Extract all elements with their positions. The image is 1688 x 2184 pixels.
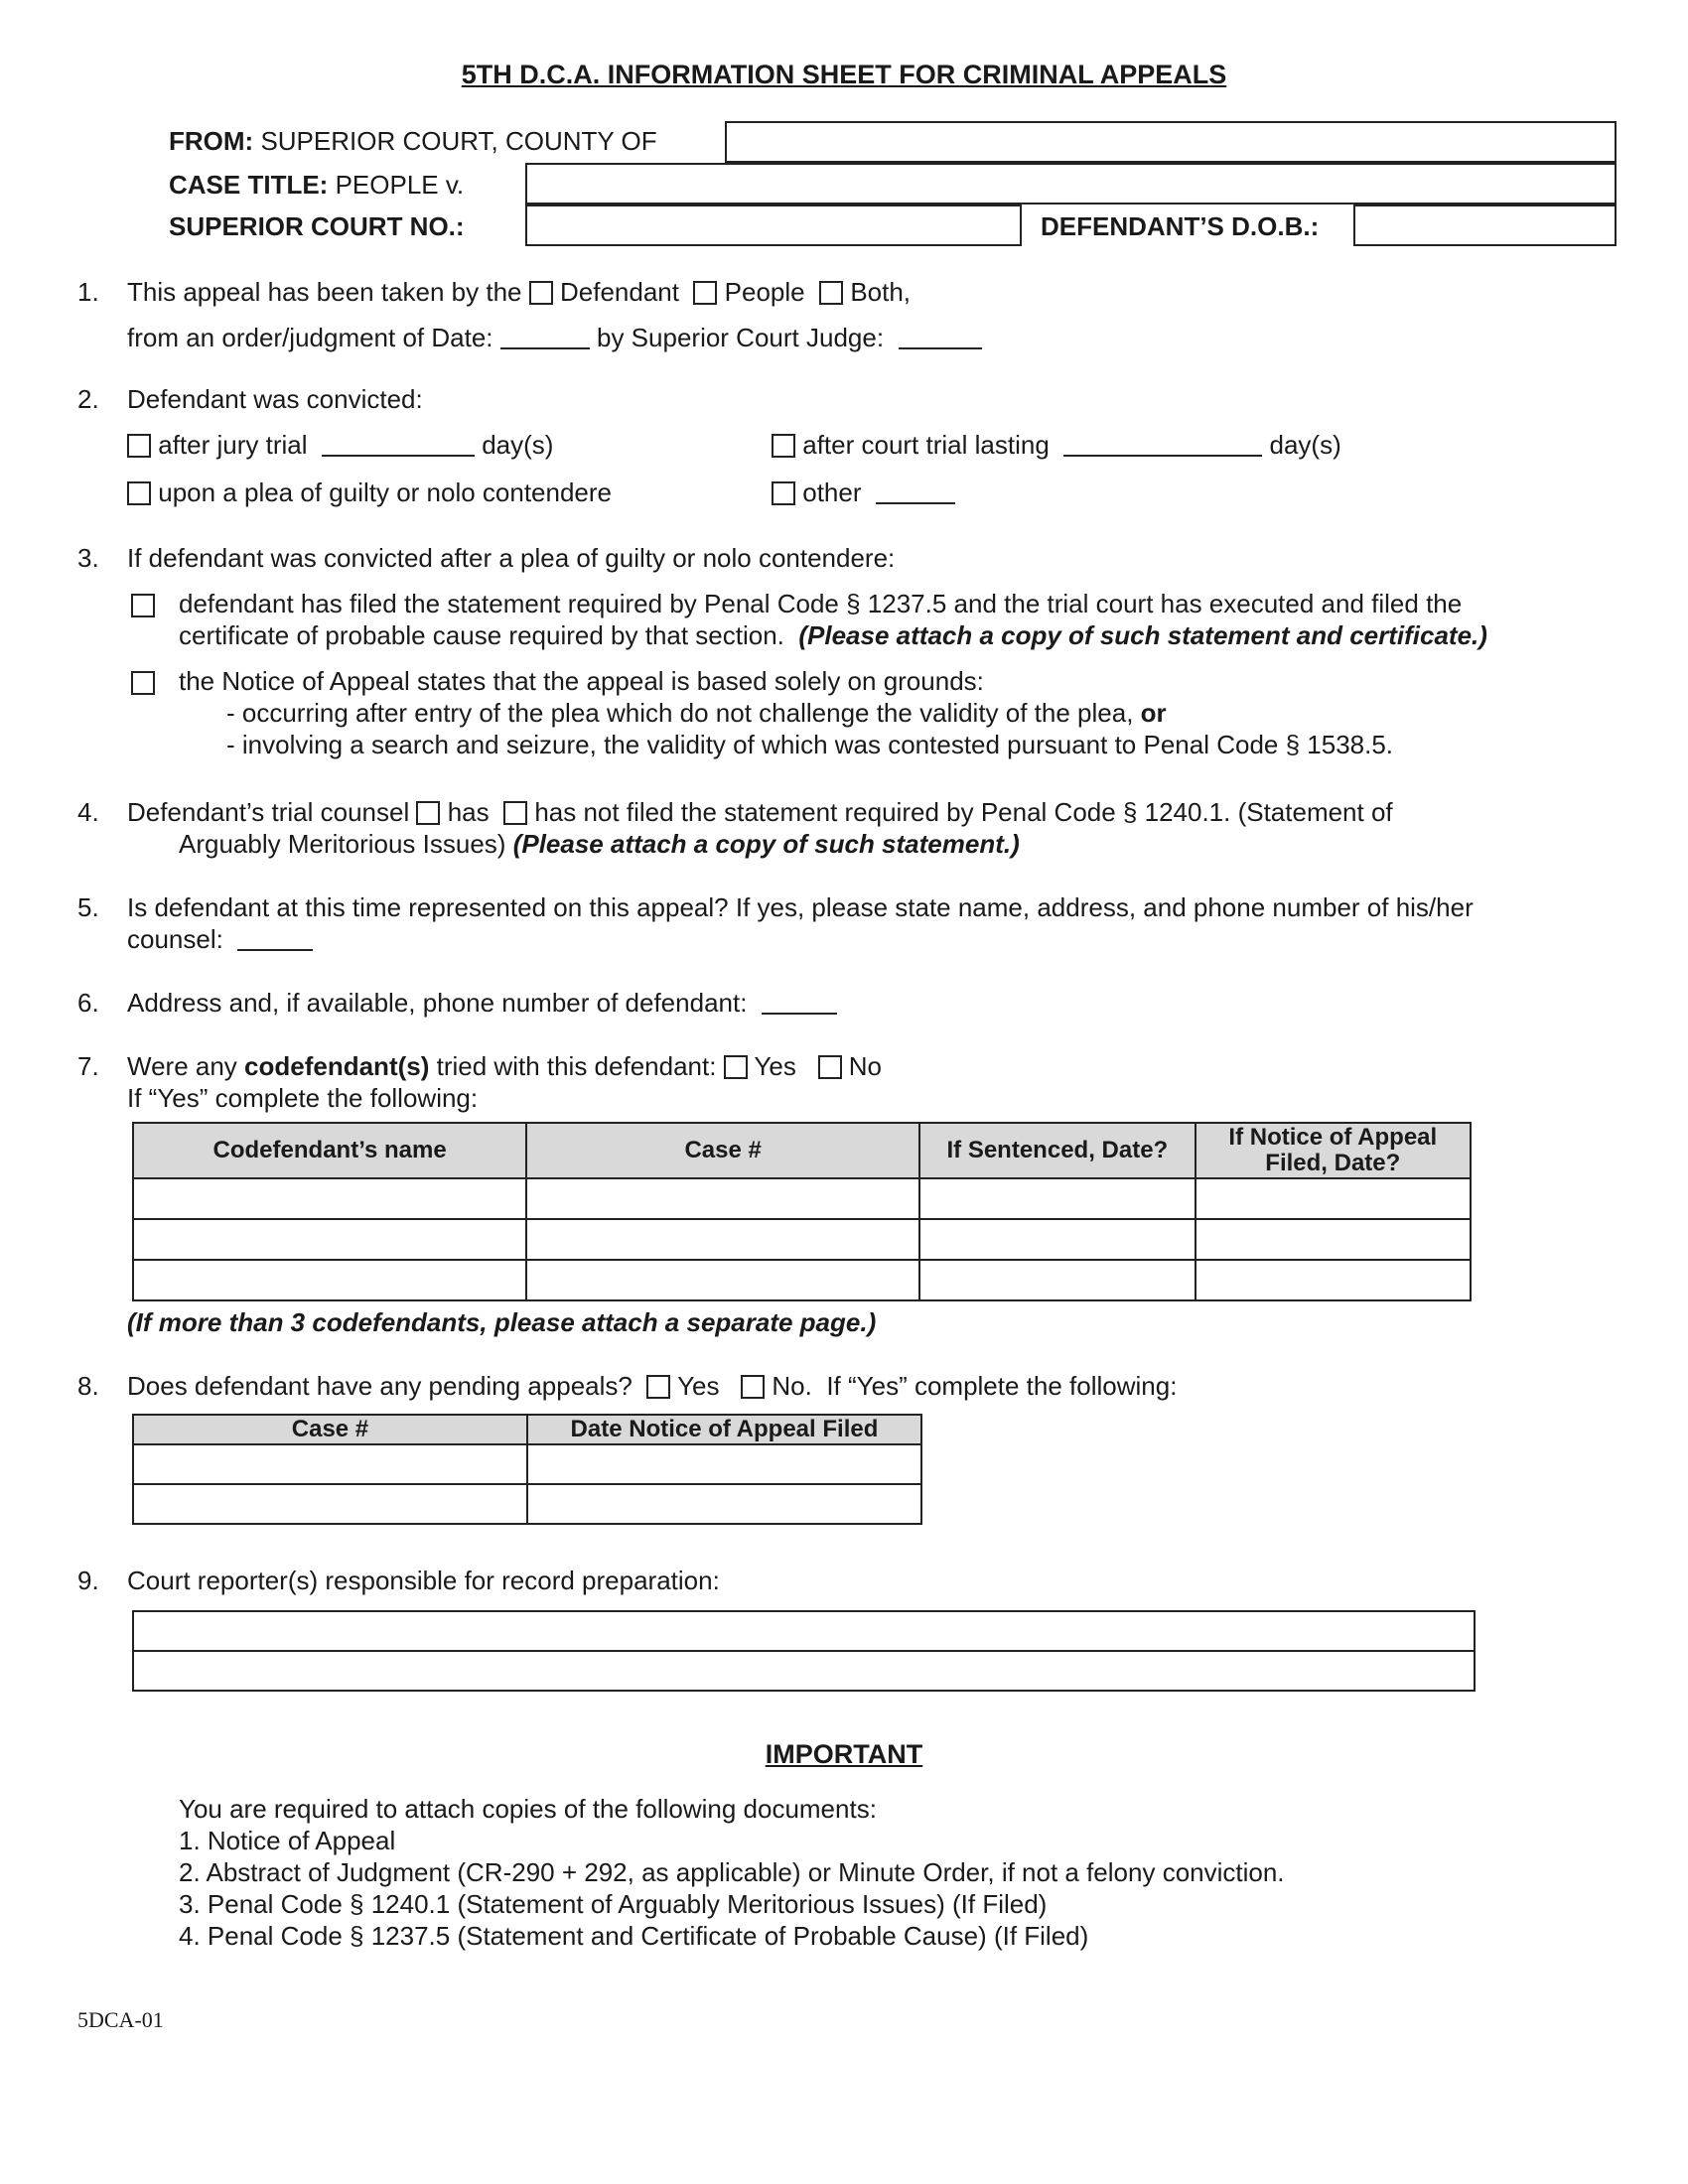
q2-jury-label: after jury trial: [158, 430, 308, 460]
table-cell[interactable]: [919, 1219, 1196, 1260]
table-header-row: [133, 1415, 921, 1444]
county-field[interactable]: [725, 121, 1617, 163]
q2-text: Defendant was convicted:: [127, 384, 423, 414]
col-notice-date: If Notice of Appeal Filed, Date?: [1196, 1123, 1471, 1178]
q4-line2-text: Arguably Meritorious Issues): [179, 829, 506, 859]
table-cell[interactable]: [133, 1260, 526, 1300]
q5-line2: [127, 923, 313, 955]
table-cell[interactable]: [527, 1484, 921, 1524]
q2-number: 2.: [77, 384, 99, 414]
pending-no-checkbox[interactable]: [741, 1375, 765, 1399]
q3-opt-b-line2: [226, 697, 1167, 729]
table-cell[interactable]: [133, 1178, 526, 1219]
q4-line2: [179, 828, 1020, 860]
codefendant-yes-checkbox[interactable]: [724, 1055, 748, 1079]
q5-counsel-label: counsel:: [127, 924, 223, 954]
table-cell[interactable]: [133, 1219, 526, 1260]
q3-number: 3.: [77, 543, 99, 573]
codefendants-table: [132, 1122, 1472, 1301]
table-cell[interactable]: [133, 1444, 527, 1484]
from-label: FROM:: [169, 126, 254, 156]
from-text: SUPERIOR COURT, COUNTY OF: [260, 126, 657, 156]
q7-yes-label: Yes: [754, 1051, 796, 1081]
form-code: 5DCA-01: [77, 2007, 164, 2032]
q6-text: Address and, if available, phone number of defendant:: [127, 988, 748, 1018]
dob-field[interactable]: [1353, 205, 1617, 246]
q8-no-label: No.: [772, 1371, 812, 1401]
counsel-has-checkbox[interactable]: [416, 801, 440, 825]
other-checkbox[interactable]: [772, 481, 795, 505]
q4-note: (Please attach a copy of such statement.): [512, 829, 1020, 859]
q8-text-b: If “Yes” complete the following:: [826, 1371, 1178, 1401]
list-item: 4. Penal Code § 1237.5 (Statement and Certificate of Probable Cause) (If Filed): [179, 1921, 1089, 1951]
page-title: 5TH D.C.A. INFORMATION SHEET FOR CRIMINAL APPEALS: [461, 60, 1227, 89]
case-title-row: [169, 169, 464, 201]
dob-label: DEFENDANT’S D.O.B.:: [1041, 211, 1320, 241]
q3-opt-b-text: - occurring after entry of the plea which do not challenge the validity of the plea,: [226, 698, 1134, 728]
table-row: [133, 1219, 1471, 1260]
q7-number: 7.: [77, 1051, 99, 1081]
q1-judge-label: by Superior Court Judge:: [597, 323, 885, 352]
q4-line1: [127, 796, 1393, 828]
table-cell[interactable]: [133, 1484, 527, 1524]
table-cell[interactable]: [919, 1260, 1196, 1300]
plea-checkbox[interactable]: [127, 481, 151, 505]
q7-text-b: tried with this defendant:: [436, 1051, 717, 1081]
important-intro: You are required to attach copies of the following documents:: [179, 1794, 877, 1824]
defendant-checkbox[interactable]: [529, 281, 553, 305]
statement-filed-checkbox[interactable]: [131, 594, 155, 617]
q2-plea-row: [127, 477, 612, 508]
table-cell[interactable]: [1196, 1219, 1471, 1260]
table-cell[interactable]: [526, 1178, 919, 1219]
sc-no-label: SUPERIOR COURT NO.:: [169, 211, 465, 241]
q1-line1: [127, 276, 911, 308]
court-trial-checkbox[interactable]: [772, 434, 795, 458]
q3-opt-a-line1: defendant has filed the statement required by Penal Code § 1237.5 and the trial court has executed and filed the: [179, 589, 1463, 618]
q2-court-suffix: day(s): [1269, 430, 1341, 460]
q4-has-label: has: [447, 797, 490, 827]
col-case-number: Case #: [133, 1415, 527, 1444]
q2-jury-suffix: day(s): [482, 430, 554, 460]
list-item: 1. Notice of Appeal: [179, 1826, 396, 1855]
q8-line: [127, 1370, 1177, 1402]
important-list: [179, 1793, 1285, 1952]
table-cell[interactable]: [1196, 1178, 1471, 1219]
counsel-field[interactable]: [237, 925, 313, 951]
q3-opt-b-line1: the Notice of Appeal states that the appeal is based solely on grounds:: [179, 666, 984, 696]
q8-number: 8.: [77, 1371, 99, 1401]
q7-note: (If more than 3 codefendants, please attach a separate page.): [127, 1307, 877, 1337]
q1-both-label: Both,: [850, 277, 912, 307]
q6-number: 6.: [77, 988, 99, 1018]
q1-people-label: People: [724, 277, 805, 307]
from-row: [169, 125, 657, 157]
q7-no-label: No: [848, 1051, 883, 1081]
q2-court-label: after court trial lasting: [802, 430, 1050, 460]
q2-plea-label: upon a plea of guilty or nolo contendere: [158, 478, 613, 507]
table-cell[interactable]: [1196, 1260, 1471, 1300]
list-item: 2. Abstract of Judgment (CR-290 + 292, as applicable) or Minute Order, if not a felony conviction.: [179, 1857, 1285, 1887]
table-row: [133, 1178, 1471, 1219]
q7-text-a: Were any: [127, 1051, 237, 1081]
q2-other-row: [772, 477, 955, 508]
table-header-row: [133, 1123, 1471, 1178]
q4-text: Defendant’s trial counsel: [127, 797, 410, 827]
table-row: [133, 1484, 921, 1524]
q1-defendant-label: Defendant: [559, 277, 679, 307]
col-notice-filed-date: Date Notice of Appeal Filed: [527, 1415, 921, 1444]
superior-court-no-field[interactable]: [525, 205, 1022, 246]
important-title: IMPORTANT: [765, 1739, 923, 1769]
q2-jury-row: [127, 429, 553, 461]
table-cell[interactable]: [527, 1444, 921, 1484]
people-checkbox[interactable]: [693, 281, 717, 305]
col-case-number: Case #: [526, 1123, 919, 1178]
q2-court-row: [772, 429, 1341, 461]
other-field[interactable]: [876, 478, 955, 504]
jury-trial-checkbox[interactable]: [127, 434, 151, 458]
q7-line2: If “Yes” complete the following:: [127, 1083, 479, 1113]
q9-text: Court reporter(s) responsible for record preparation:: [127, 1566, 720, 1595]
q3-opt-a-note: (Please attach a copy of such statement and certificate.): [798, 620, 1487, 650]
judge-field[interactable]: [899, 324, 982, 349]
q3-opt-b-or: or: [1140, 698, 1167, 728]
q7-text-bold: codefendant(s): [244, 1051, 430, 1081]
q7-line1: [127, 1050, 882, 1082]
q1-number: 1.: [77, 277, 99, 307]
q1-text: This appeal has been taken by the: [127, 277, 522, 307]
q5-number: 5.: [77, 892, 99, 922]
q2-other-label: other: [802, 478, 862, 507]
col-sentenced-date: If Sentenced, Date?: [919, 1123, 1196, 1178]
case-title-label: CASE TITLE:: [169, 170, 329, 200]
col-codefendant-name: Codefendant’s name: [133, 1123, 526, 1178]
defendant-address-field[interactable]: [762, 989, 837, 1015]
q8-yes-label: Yes: [677, 1371, 720, 1401]
table-cell[interactable]: [919, 1178, 1196, 1219]
list-item: 3. Penal Code § 1240.1 (Statement of Arguably Meritorious Issues) (If Filed): [179, 1889, 1048, 1919]
both-checkbox[interactable]: [819, 281, 843, 305]
notice-grounds-checkbox[interactable]: [131, 671, 155, 695]
court-days-field[interactable]: [1063, 431, 1262, 457]
q4-number: 4.: [77, 797, 99, 827]
q6-line: [127, 987, 837, 1019]
pending-appeals-table: [132, 1414, 922, 1525]
codefendant-no-checkbox[interactable]: [818, 1055, 842, 1079]
q3-text: If defendant was convicted after a plea of guilty or nolo contendere:: [127, 543, 896, 573]
pending-yes-checkbox[interactable]: [646, 1375, 670, 1399]
q4-has-not-label: has not filed the statement required by Penal Code § 1240.1. (Statement of: [534, 797, 1393, 827]
court-reporter-field-1[interactable]: [132, 1610, 1476, 1652]
q5-line1: Is defendant at this time represented on this appeal? If yes, please state name, address, and phone number of his/her: [127, 892, 1474, 922]
table-cell[interactable]: [526, 1219, 919, 1260]
q1-line2: [127, 322, 982, 353]
order-date-field[interactable]: [500, 324, 590, 349]
table-row: [133, 1260, 1471, 1300]
jury-days-field[interactable]: [322, 431, 475, 457]
table-row: [133, 1444, 921, 1484]
q9-number: 9.: [77, 1566, 99, 1595]
counsel-has-not-checkbox[interactable]: [503, 801, 527, 825]
q8-text: Does defendant have any pending appeals?: [127, 1371, 633, 1401]
q3-opt-b-line3: - involving a search and seizure, the validity of which was contested pursuant to Penal Code § 1538.5.: [226, 730, 1394, 759]
table-cell[interactable]: [526, 1260, 919, 1300]
q3-opt-a-line2: [179, 619, 1487, 651]
q1-date-label: from an order/judgment of Date:: [127, 323, 493, 352]
q3-opt-a-text: certificate of probable cause required by that section.: [179, 620, 784, 650]
case-title-field[interactable]: [525, 163, 1617, 205]
case-title-text: PEOPLE v.: [335, 170, 465, 200]
court-reporter-field-2[interactable]: [132, 1650, 1476, 1692]
